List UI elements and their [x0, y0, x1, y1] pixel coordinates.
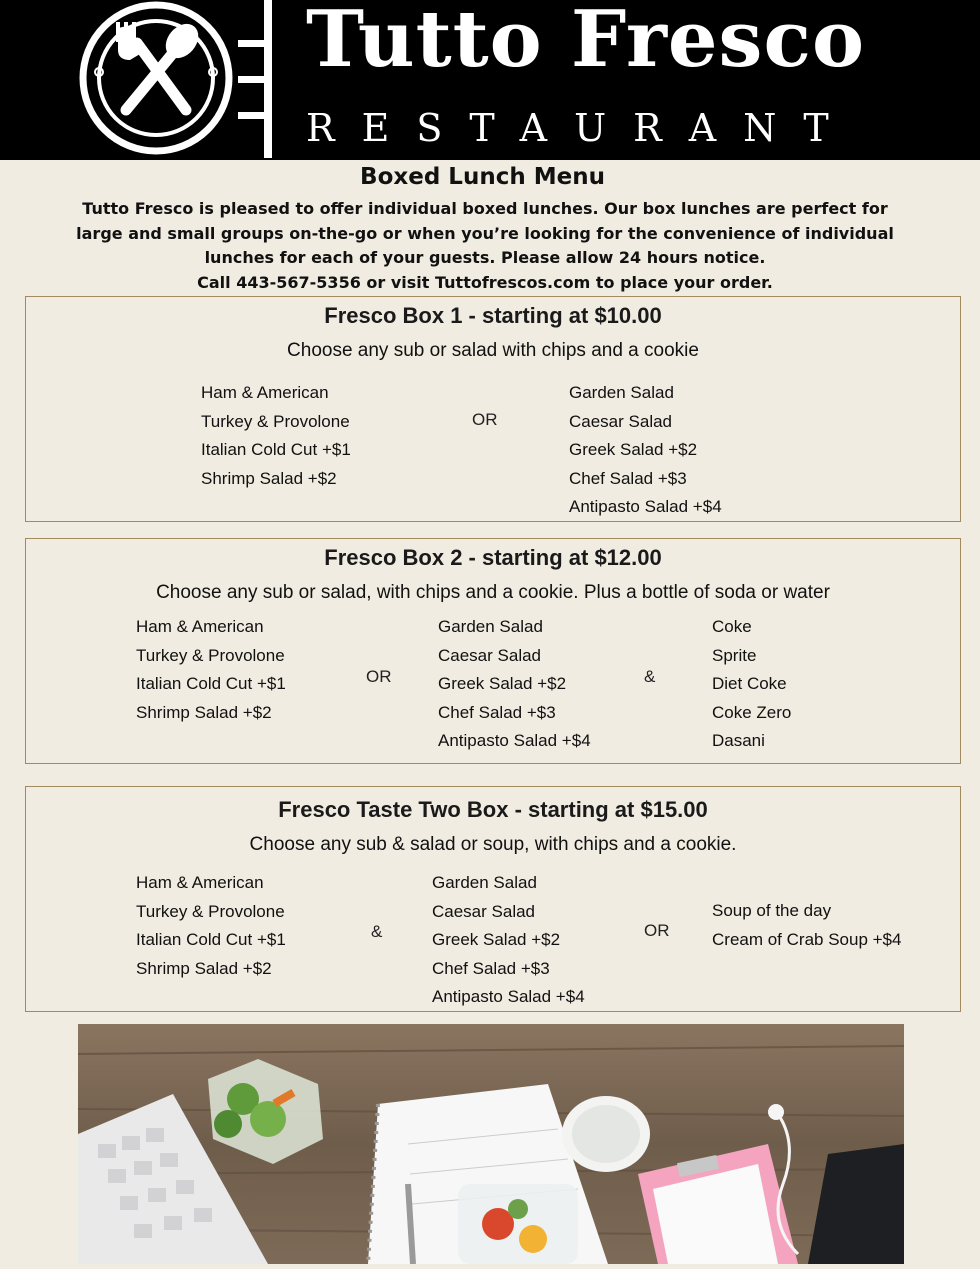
fresco-box-1 — [25, 296, 961, 522]
spoon-icon — [126, 17, 205, 110]
box-subtitle: Choose any sub or salad, with chips and a cookie. Plus a bottle of soda or water — [156, 582, 830, 603]
salad-list — [432, 869, 585, 1012]
sub-list — [201, 379, 351, 493]
list-item: Antipasto Salad +$4 — [569, 497, 722, 516]
list-item: Turkey & Provolone — [201, 411, 350, 431]
list-item: Antipasto Salad +$4 — [432, 987, 585, 1006]
list-item: Turkey & Provolone — [136, 901, 285, 921]
list-item: Diet Coke — [712, 674, 787, 693]
list-item: Shrimp Salad +$2 — [201, 468, 337, 488]
list-item: Antipasto Salad +$4 — [438, 731, 591, 750]
or-separator: OR — [644, 921, 670, 940]
list-item: Shrimp Salad +$2 — [136, 702, 272, 722]
list-item: Sprite — [712, 645, 757, 665]
or-separator: OR — [366, 667, 392, 686]
lunch-photo — [78, 1024, 904, 1264]
list-item: Turkey & Provolone — [136, 645, 285, 665]
salad-list — [569, 379, 722, 522]
header-banner — [0, 0, 980, 160]
salad-list — [438, 613, 591, 756]
list-item: Italian Cold Cut +$1 — [201, 440, 351, 459]
restaurant-logo — [74, 0, 284, 162]
box-title: Fresco Box 1 - starting at $10.00 — [324, 303, 662, 328]
list-item: Coke Zero — [712, 702, 792, 722]
list-item: Caesar Salad — [432, 901, 536, 921]
menu-title: Boxed Lunch Menu — [360, 164, 605, 190]
list-item: Garden Salad — [432, 873, 537, 892]
brand-subtitle: RESTAURANT — [306, 106, 856, 150]
list-item: Greek Salad +$2 — [569, 440, 698, 459]
sub-list — [136, 869, 286, 983]
intro-line: Tutto Fresco is pleased to offer individual boxed lunches. Our box lunches are perfect for — [82, 199, 888, 218]
box-title: Fresco Box 2 - starting at $12.00 — [324, 545, 662, 570]
intro-line: Call 443-567-5356 or visit Tuttofrescos.com to place your order. — [197, 272, 773, 292]
list-item: Caesar Salad — [438, 645, 542, 665]
list-item: Dasani — [712, 731, 765, 750]
list-item: Chef Salad +$3 — [438, 702, 556, 722]
list-item: Italian Cold Cut +$1 — [136, 674, 286, 693]
list-item: Coke — [712, 617, 752, 636]
list-item: Greek Salad +$2 — [432, 930, 561, 949]
list-item: Shrimp Salad +$2 — [136, 958, 272, 978]
box-subtitle: Choose any sub or salad with chips and a cookie — [287, 340, 699, 361]
sub-list — [136, 613, 286, 727]
and-separator: & — [371, 922, 383, 941]
list-item: Caesar Salad — [569, 411, 673, 431]
list-item: Ham & American — [136, 617, 264, 636]
list-item: Garden Salad — [569, 383, 674, 402]
fresco-taste-two-box — [25, 786, 961, 1012]
list-item: Chef Salad +$3 — [569, 468, 687, 488]
or-separator: OR — [472, 410, 498, 429]
list-item: Garden Salad — [438, 617, 543, 636]
box-title: Fresco Taste Two Box - starting at $15.00 — [278, 797, 708, 822]
list-item: Ham & American — [136, 873, 264, 892]
list-item: Soup of the day — [712, 901, 832, 920]
list-item: Ham & American — [201, 383, 329, 402]
box-subtitle: Choose any sub & salad or soup, with chips and a cookie. — [249, 834, 737, 855]
drink-list — [712, 613, 791, 756]
list-item: Cream of Crab Soup +$4 — [712, 929, 902, 949]
list-item: Chef Salad +$3 — [432, 958, 550, 978]
intro-line: large and small groups on-the-go or when you’re looking for the convenience of individual — [76, 223, 894, 243]
cup-image — [562, 1096, 650, 1172]
brand-name: Tutto Fresco — [306, 0, 865, 85]
list-item: Italian Cold Cut +$1 — [136, 930, 286, 949]
food-jar-image — [458, 1184, 578, 1264]
and-separator: & — [644, 667, 656, 686]
intro-line: lunches for each of your guests. Please allow 24 hours notice. — [204, 248, 766, 267]
soup-list — [712, 897, 901, 954]
list-item: Greek Salad +$2 — [438, 674, 567, 693]
intro-text — [40, 197, 930, 295]
fresco-box-2 — [25, 538, 961, 764]
